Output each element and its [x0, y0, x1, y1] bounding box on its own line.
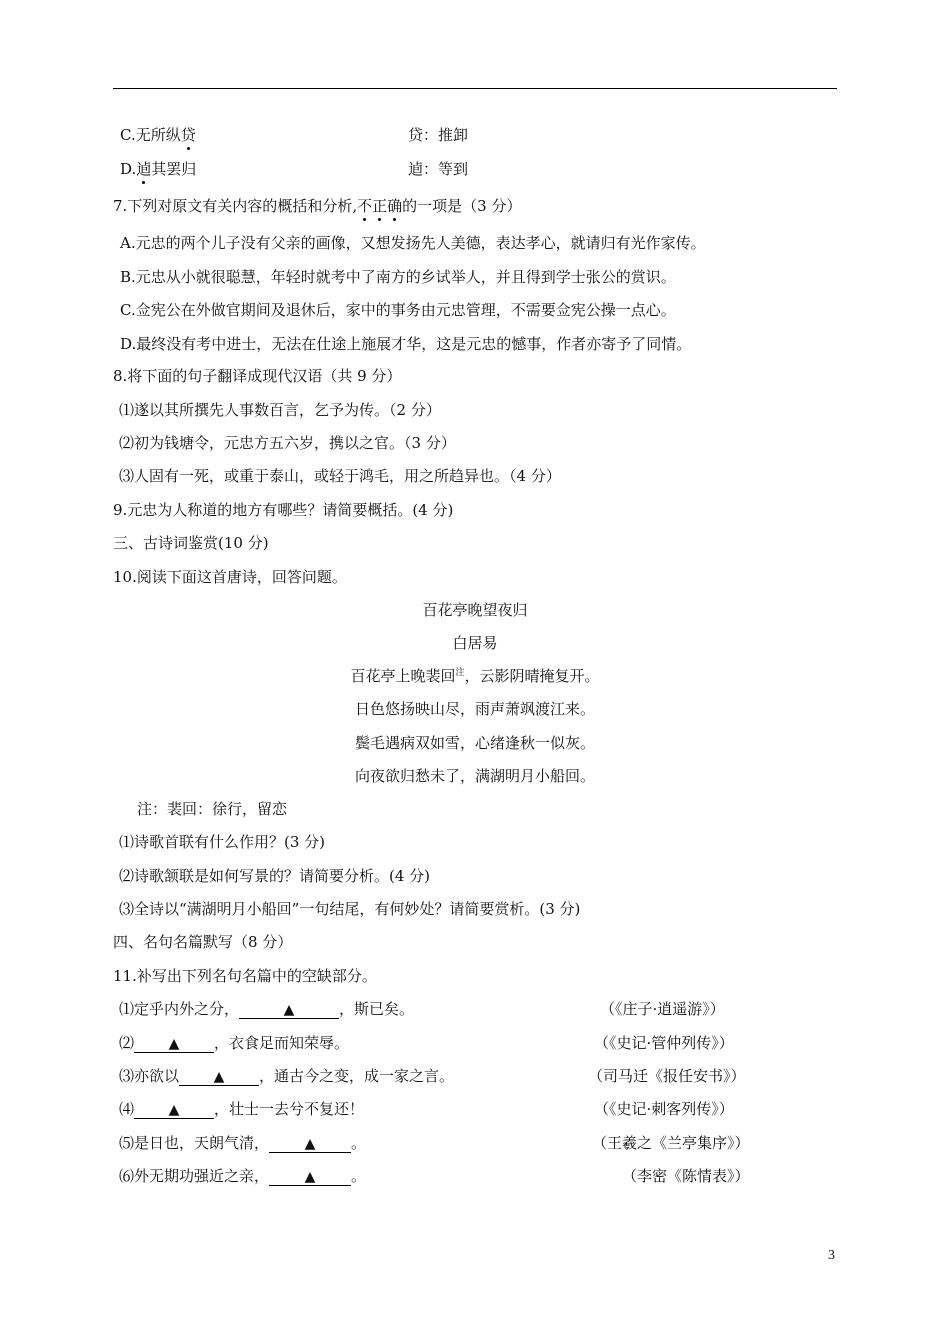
q8-item-3: ⑶人固有一死，或重于泰山，或轻于鸿毛，用之所趋异也。（4 分）	[119, 467, 561, 485]
page-number: 3	[828, 1248, 835, 1263]
fill-source-6: （李密《陈情表》）	[622, 1167, 750, 1185]
poem-note: 注：裴回：徐行，留恋	[137, 800, 288, 818]
fill-item-4: ⑷ ▲ ，壮士一去兮不复还！	[119, 1100, 365, 1118]
dotted-char: 确	[387, 197, 403, 215]
section-4-heading: 四、名句名篇默写（8 分）	[113, 933, 293, 951]
fill-source-2: （《史记·管仲列传》）	[594, 1034, 734, 1052]
poem-line-1: 百花亭上晚裴回$^注$，云影阴晴掩复开。	[350, 667, 600, 685]
fill-item-3: ⑶亦欲以 ▲ ，通古今之变，成一家之言。	[119, 1067, 455, 1085]
option-d-gloss: 逌：等到	[408, 160, 469, 178]
q10-item-2: ⑵诗歌颔联是如何写景的？请简要分析。(4 分)	[119, 867, 431, 885]
option-d: D.逌其罢归	[120, 160, 197, 178]
q7-option-d: D.最终没有考中进士，无法在仕途上施展才华，这是元忠的憾事，作者亦寄予了同情。	[120, 335, 692, 353]
header-rule	[113, 88, 837, 89]
poem-line-4: 向夜欲归愁未了，满湖明月小船回。	[354, 767, 595, 785]
q7-option-a: A.元忠的两个儿子没有父亲的画像，又想发扬先人美德，表达孝心，就请归有光作家传。	[120, 234, 706, 252]
fill-blank[interactable]: ▲	[239, 1002, 339, 1019]
poem-author: 白居易	[452, 634, 498, 652]
fill-item-2: ⑵ ▲ ，衣食足而知荣辱。	[119, 1034, 350, 1052]
q8-item-2: ⑵初为钱塘令，元忠方五六岁，携以之官。（3 分）	[119, 434, 456, 452]
fill-source-5: （王羲之《兰亭集序》）	[592, 1134, 750, 1152]
dotted-char: 贷	[180, 126, 196, 144]
q10-item-1: ⑴诗歌首联有什么作用？(3 分)	[119, 833, 326, 851]
question-10: 10.阅读下面这首唐诗，回答问题。	[113, 568, 347, 586]
fill-item-1: ⑴定乎内外之分， ▲ ，斯已矣。	[119, 1000, 415, 1018]
q8-item-1: ⑴遂以其所撰先人事数百言，乞予为传。（2 分）	[119, 401, 441, 419]
fill-source-3: （司马迁《报任安书》）	[588, 1067, 746, 1085]
q7-option-b: B.元忠从小就很聪慧，年轻时就考中了南方的乡试举人，并且得到学士张公的赏识。	[120, 268, 676, 286]
dotted-char: 正	[372, 197, 388, 215]
poem-line-3: 鬓毛遇病双如雪，心绪逢秋一似灰。	[354, 734, 595, 752]
poem-title: 百花亭晚望夜归	[422, 601, 528, 619]
section-3-heading: 三、古诗词鉴赏(10 分)	[113, 534, 269, 552]
note-marker: 注	[455, 668, 465, 678]
dotted-char: 不	[357, 197, 373, 215]
question-11: 11.补写出下列名句名篇中的空缺部分。	[113, 967, 377, 985]
option-c: C.无所纵贷	[120, 126, 196, 144]
poem-line-2: 日色悠扬映山尽，雨声萧飒渡江来。	[354, 700, 595, 718]
fill-item-5: ⑸是日也，天朗气清， ▲ 。	[119, 1134, 367, 1152]
option-c-gloss: 贷：推卸	[408, 126, 469, 144]
fill-item-6: ⑹外无期功强近之亲， ▲ 。	[119, 1167, 367, 1185]
fill-source-1: （《庄子·逍遥游》）	[600, 1000, 725, 1018]
fill-blank[interactable]: ▲	[179, 1069, 259, 1086]
question-9: 9.元忠为人称道的地方有哪些？请简要概括。(4 分)	[113, 501, 454, 519]
question-8: 8.将下面的句子翻译成现代汉语（共 9 分）	[113, 367, 402, 385]
fill-blank[interactable]: ▲	[134, 1102, 214, 1119]
question-7: 7.下列对原文有关内容的概括和分析,不正确的一项是（3 分）	[113, 197, 522, 215]
fill-blank[interactable]: ▲	[134, 1036, 214, 1053]
q7-option-c: C.佥宪公在外做官期间及退休后，家中的事务由元忠管理，不需要佥宪公操一点心。	[120, 301, 676, 319]
fill-blank[interactable]: ▲	[269, 1169, 351, 1186]
fill-source-4: （《史记·刺客列传》）	[594, 1100, 734, 1118]
fill-blank[interactable]: ▲	[269, 1136, 351, 1153]
q10-item-3: ⑶全诗以“满湖明月小船回”一句结尾，有何妙处？请简要赏析。(3 分)	[119, 900, 581, 918]
dotted-char: 逌	[136, 160, 152, 178]
